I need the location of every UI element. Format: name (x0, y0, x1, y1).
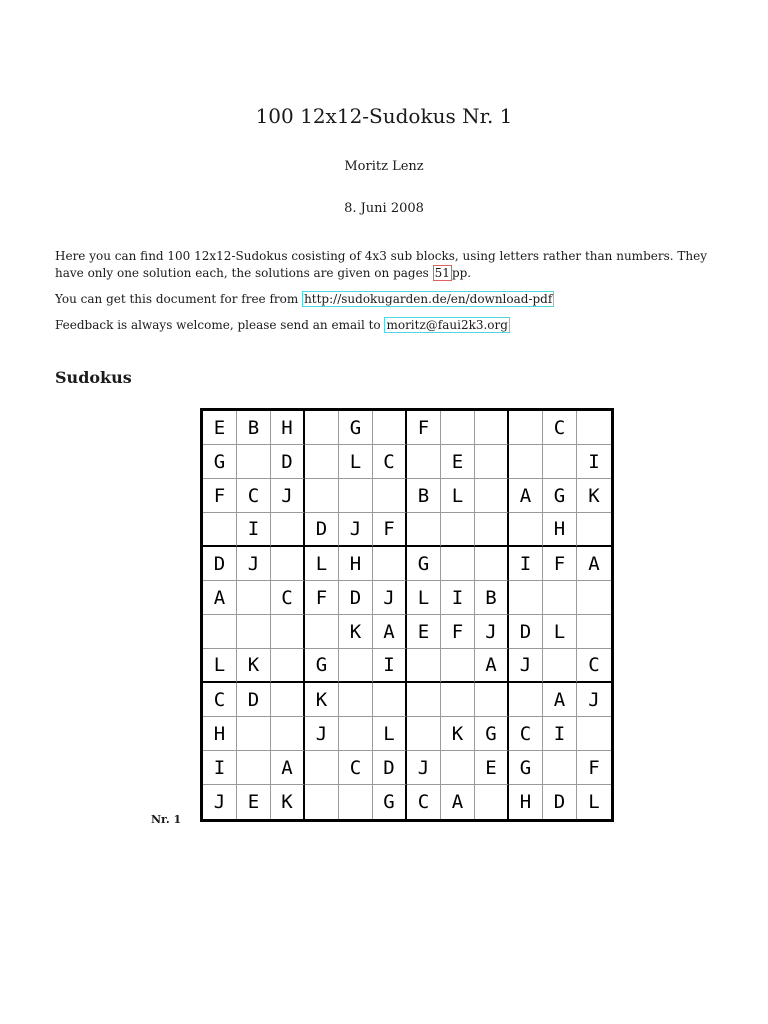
sudoku-cell: F (577, 751, 611, 785)
sudoku-cell (407, 445, 441, 479)
sudoku-cell: J (373, 581, 407, 615)
sudoku-cell: I (373, 649, 407, 683)
sudoku-cell: G (475, 717, 509, 751)
sudoku-cell: L (407, 581, 441, 615)
sudoku-cell: B (407, 479, 441, 513)
sudoku-cell (305, 445, 339, 479)
sudoku-cell: G (509, 751, 543, 785)
sudoku-cell: A (475, 649, 509, 683)
sudoku-cell (305, 785, 339, 819)
sudoku-cell: D (509, 615, 543, 649)
sudoku-cell (271, 615, 305, 649)
sudoku-cell: E (237, 785, 271, 819)
sudoku-cell: A (373, 615, 407, 649)
sudoku-cell: J (339, 513, 373, 547)
sudoku-cell: D (339, 581, 373, 615)
sudoku-cell (271, 547, 305, 581)
sudoku-cell: C (577, 649, 611, 683)
document-title: 100 12x12-Sudokus Nr. 1 (255, 104, 513, 128)
sudoku-cell (475, 683, 509, 717)
sudoku-cell (475, 513, 509, 547)
sudoku-cell: L (305, 547, 339, 581)
sudoku-cell: F (203, 479, 237, 513)
sudoku-cell (509, 513, 543, 547)
sudoku-cell: D (271, 445, 305, 479)
sudoku-cell: L (339, 445, 373, 479)
sudoku-cell: J (407, 751, 441, 785)
sudoku-cell: K (305, 683, 339, 717)
sudoku-cell (203, 615, 237, 649)
sudoku-cell: A (577, 547, 611, 581)
sudoku-cell (441, 751, 475, 785)
section-heading: Sudokus (55, 368, 132, 387)
sudoku-cell (339, 649, 373, 683)
intro-suffix: pp. (451, 266, 472, 280)
sudoku-cell: J (305, 717, 339, 751)
sudoku-cell (509, 683, 543, 717)
sudoku-cell: G (305, 649, 339, 683)
sudoku-cell: I (509, 547, 543, 581)
sudoku-cell: H (543, 513, 577, 547)
sudoku-cell: J (475, 615, 509, 649)
sudoku-cell (543, 581, 577, 615)
sudoku-cell (543, 649, 577, 683)
sudoku-cell (305, 411, 339, 445)
sudoku-cell: C (339, 751, 373, 785)
sudoku-cell (373, 411, 407, 445)
sudoku-cell: J (577, 683, 611, 717)
sudoku-cell (577, 581, 611, 615)
document-date: 8. Juni 2008 (344, 201, 424, 216)
solutions-page-link[interactable]: 51 (434, 266, 450, 280)
sudoku-cell (475, 547, 509, 581)
sudoku-cell (407, 683, 441, 717)
download-text: You can get this document for free from (55, 292, 303, 306)
feedback-paragraph (55, 317, 720, 334)
sudoku-cell (271, 717, 305, 751)
sudoku-cell: E (407, 615, 441, 649)
sudoku-cell: C (373, 445, 407, 479)
sudoku-cell (441, 547, 475, 581)
download-paragraph (55, 291, 720, 308)
sudoku-cell (271, 649, 305, 683)
sudoku-cell: J (203, 785, 237, 819)
sudoku-cell (237, 717, 271, 751)
sudoku-cell (407, 717, 441, 751)
sudoku-cell: L (543, 615, 577, 649)
sudoku-cell: G (407, 547, 441, 581)
sudoku-cell: G (373, 785, 407, 819)
sudoku-cell (339, 683, 373, 717)
intro-text: Here you can find 100 12x12-Sudokus cosisting of 4x3 sub blocks, using letters rather than numbers. They have only one solution each, the solutions are given on pages (55, 249, 707, 280)
sudoku-cell: F (305, 581, 339, 615)
sudoku-cell: F (373, 513, 407, 547)
sudoku-cell (373, 547, 407, 581)
sudoku-cell (407, 513, 441, 547)
sudoku-cell: F (441, 615, 475, 649)
sudoku-cell (441, 683, 475, 717)
sudoku-cell: K (577, 479, 611, 513)
sudoku-cell (271, 513, 305, 547)
sudoku-cell (543, 445, 577, 479)
sudoku-cell: L (441, 479, 475, 513)
sudoku-cell: I (441, 581, 475, 615)
sudoku-cell: D (237, 683, 271, 717)
sudoku-cell: F (407, 411, 441, 445)
sudoku-cell: I (543, 717, 577, 751)
sudoku-cell (339, 479, 373, 513)
sudoku-cell (475, 479, 509, 513)
sudoku-cell: A (543, 683, 577, 717)
sudoku-cell (577, 513, 611, 547)
feedback-text: Feedback is always welcome, please send an email to (55, 318, 385, 332)
sudoku-cell: D (373, 751, 407, 785)
sudoku-cell (339, 785, 373, 819)
sudoku-cell (237, 581, 271, 615)
sudoku-cell: C (237, 479, 271, 513)
sudoku-cell: J (271, 479, 305, 513)
sudoku-cell: H (509, 785, 543, 819)
sudoku-cell: K (271, 785, 305, 819)
sudoku-cell (509, 411, 543, 445)
sudoku-cell (305, 615, 339, 649)
sudoku-cell: A (203, 581, 237, 615)
sudoku-cell (441, 411, 475, 445)
sudoku-cell (203, 513, 237, 547)
sudoku-cell (237, 445, 271, 479)
sudoku-cell: G (203, 445, 237, 479)
sudoku-cell: F (543, 547, 577, 581)
sudoku-cell (237, 751, 271, 785)
sudoku-cell: B (475, 581, 509, 615)
download-link[interactable]: http://sudokugarden.de/en/download-pdf (304, 292, 553, 306)
sudoku-cell: A (271, 751, 305, 785)
sudoku-cell: H (203, 717, 237, 751)
sudoku-cell: D (543, 785, 577, 819)
sudoku-cell: K (237, 649, 271, 683)
sudoku-cell: I (577, 445, 611, 479)
sudoku-cell (373, 479, 407, 513)
sudoku-cell: H (271, 411, 305, 445)
sudoku-cell: A (441, 785, 475, 819)
sudoku-cell (509, 445, 543, 479)
sudoku-cell: E (203, 411, 237, 445)
sudoku-cell (509, 581, 543, 615)
sudoku-cell (373, 683, 407, 717)
intro-paragraph (55, 248, 720, 282)
sudoku-cell: C (509, 717, 543, 751)
sudoku-cell: D (203, 547, 237, 581)
sudoku-cell: G (543, 479, 577, 513)
author-name: Moritz Lenz (344, 159, 424, 174)
sudoku-cell (237, 615, 271, 649)
sudoku-cell: I (237, 513, 271, 547)
sudoku-cell (441, 513, 475, 547)
sudoku-cell: C (407, 785, 441, 819)
puzzle-label: Nr. 1 (151, 813, 182, 826)
sudoku-cell: K (339, 615, 373, 649)
sudoku-cell (407, 649, 441, 683)
sudoku-cell (577, 717, 611, 751)
sudoku-cell: I (203, 751, 237, 785)
sudoku-cell: H (339, 547, 373, 581)
sudoku-cell: L (373, 717, 407, 751)
sudoku-cell: J (509, 649, 543, 683)
sudoku-cell: C (271, 581, 305, 615)
sudoku-cell (475, 785, 509, 819)
sudoku-cell (475, 411, 509, 445)
sudoku-cell: E (475, 751, 509, 785)
email-link[interactable]: moritz@faui2k3.org (386, 318, 508, 332)
sudoku-cell (577, 411, 611, 445)
sudoku-cell: C (203, 683, 237, 717)
sudoku-cell: D (305, 513, 339, 547)
sudoku-cell (543, 751, 577, 785)
sudoku-cell: G (339, 411, 373, 445)
sudoku-cell (475, 445, 509, 479)
sudoku-cell: K (441, 717, 475, 751)
sudoku-cell (305, 751, 339, 785)
sudoku-cell: L (588, 791, 600, 813)
sudoku-cell: A (509, 479, 543, 513)
sudoku-cell (305, 479, 339, 513)
sudoku-cell: C (543, 411, 577, 445)
sudoku-cell (339, 717, 373, 751)
sudoku-cell (271, 683, 305, 717)
sudoku-cell: L (203, 649, 237, 683)
sudoku-grid (200, 408, 614, 822)
sudoku-cell: J (237, 547, 271, 581)
sudoku-cell: B (237, 411, 271, 445)
sudoku-cell (577, 615, 611, 649)
sudoku-cell (441, 649, 475, 683)
sudoku-cell: E (441, 445, 475, 479)
